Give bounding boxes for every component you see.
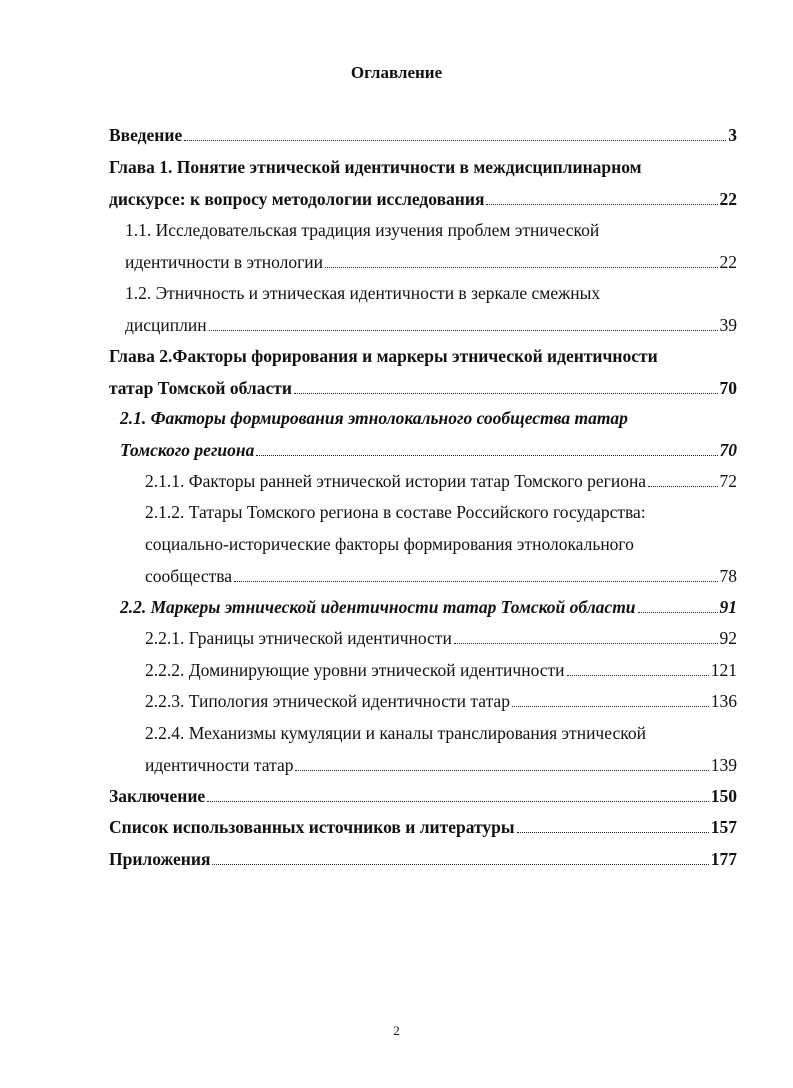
toc-entry-title: сообщества <box>145 566 233 586</box>
toc-page-number: 150 <box>710 786 737 806</box>
toc-page-number: 78 <box>719 566 737 586</box>
toc-entry-title: Глава 2.Факторы форирования и маркеры этнической идентичности <box>109 346 658 366</box>
toc-entry[interactable] <box>109 843 737 875</box>
dot-leader <box>567 675 709 676</box>
dot-leader <box>184 140 726 141</box>
toc-entry-title: дискурсе: к вопросу методологии исследования <box>109 189 485 209</box>
toc-entry[interactable] <box>125 277 737 341</box>
toc-page-number: 157 <box>710 817 737 837</box>
toc-entry-title: дисциплин <box>125 315 207 335</box>
toc-page-number: 70 <box>719 378 737 398</box>
toc-entry[interactable] <box>145 496 737 592</box>
toc-page-number: 139 <box>710 755 737 775</box>
toc-entry-title: 2.2. Маркеры этнической идентичности татар Томской области <box>120 597 636 617</box>
toc-entry-title: татар Томской области <box>109 378 292 398</box>
toc-entry[interactable] <box>109 340 737 404</box>
toc-entry-title: Список использованных источников и литературы <box>109 817 515 837</box>
dot-leader <box>234 581 717 582</box>
dot-leader <box>209 330 718 331</box>
toc-entry[interactable] <box>109 780 737 812</box>
dot-leader <box>207 801 709 802</box>
toc-entry-title: Приложения <box>109 849 211 869</box>
toc-entry-title: идентичности в этнологии <box>125 252 323 272</box>
toc-entry[interactable] <box>120 402 737 466</box>
toc-entry[interactable] <box>120 591 737 623</box>
dot-leader <box>638 612 718 613</box>
toc-entry[interactable] <box>125 214 737 278</box>
page-number: 2 <box>393 1023 400 1038</box>
toc-page-number: 121 <box>710 660 737 680</box>
toc-page-number: 177 <box>710 849 737 869</box>
toc-entry-title: 2.2.2. Доминирующие уровни этнической идентичности <box>145 660 565 680</box>
toc-entry-title: Томского региона <box>120 440 255 460</box>
toc-entry[interactable] <box>145 717 737 781</box>
toc-entry-title: 1.1. Исследовательская традиция изучения проблем этнической <box>125 220 600 240</box>
dot-leader <box>486 204 717 205</box>
toc-page-number: 136 <box>710 691 737 711</box>
toc-entry-title: Заключение <box>109 786 206 806</box>
toc-entry-title: социально-исторические факторы формирования этнолокального <box>145 534 634 554</box>
dot-leader <box>295 770 708 771</box>
dot-leader <box>294 393 718 394</box>
toc-page-number: 92 <box>719 628 737 648</box>
toc-entry-title: 2.2.4. Механизмы кумуляции и каналы транслирования этнической <box>145 723 646 743</box>
toc-page-number: 70 <box>719 440 737 460</box>
toc-page-number: 39 <box>719 315 737 335</box>
page-title: Оглавление <box>350 63 443 82</box>
dot-leader <box>325 267 718 268</box>
dot-leader <box>517 832 709 833</box>
dot-leader <box>212 864 708 865</box>
toc-page-number: 22 <box>719 189 737 209</box>
toc-entry[interactable] <box>109 811 737 843</box>
toc-entry[interactable] <box>145 465 737 497</box>
toc-entry-title: 1.2. Этничность и этническая идентичности в зеркале смежных <box>125 283 601 303</box>
toc-entry-title: 2.1.1. Факторы ранней этнической истории татар Томского региона <box>145 471 647 491</box>
toc-entry[interactable] <box>145 685 737 717</box>
toc-entry[interactable] <box>145 654 737 686</box>
toc-entry-title: 2.1. Факторы формирования этнолокального сообщества татар <box>120 408 628 428</box>
toc-entry-title: идентичности татар <box>145 755 294 775</box>
toc-entry-title: Введение <box>109 125 183 145</box>
toc-entry-title: 2.1.2. Татары Томского региона в составе Российского государства: <box>145 502 646 522</box>
toc-entry[interactable] <box>109 151 737 215</box>
dot-leader <box>512 706 709 707</box>
dot-leader <box>256 455 717 456</box>
toc-page-number: 72 <box>719 471 737 491</box>
toc-page-number: 3 <box>728 125 737 145</box>
toc-page-number: 91 <box>719 597 737 617</box>
toc-entry-title: 2.2.1. Границы этнической идентичности <box>145 628 452 648</box>
toc-entry[interactable] <box>145 622 737 654</box>
dot-leader <box>454 643 718 644</box>
toc-page-number: 22 <box>719 252 737 272</box>
dot-leader <box>648 486 717 487</box>
toc-entry-title: 2.2.3. Типология этнической идентичности татар <box>145 691 510 711</box>
toc-entry-title: Глава 1. Понятие этнической идентичности в междисциплинарном <box>109 157 642 177</box>
toc-entry[interactable] <box>109 119 737 151</box>
